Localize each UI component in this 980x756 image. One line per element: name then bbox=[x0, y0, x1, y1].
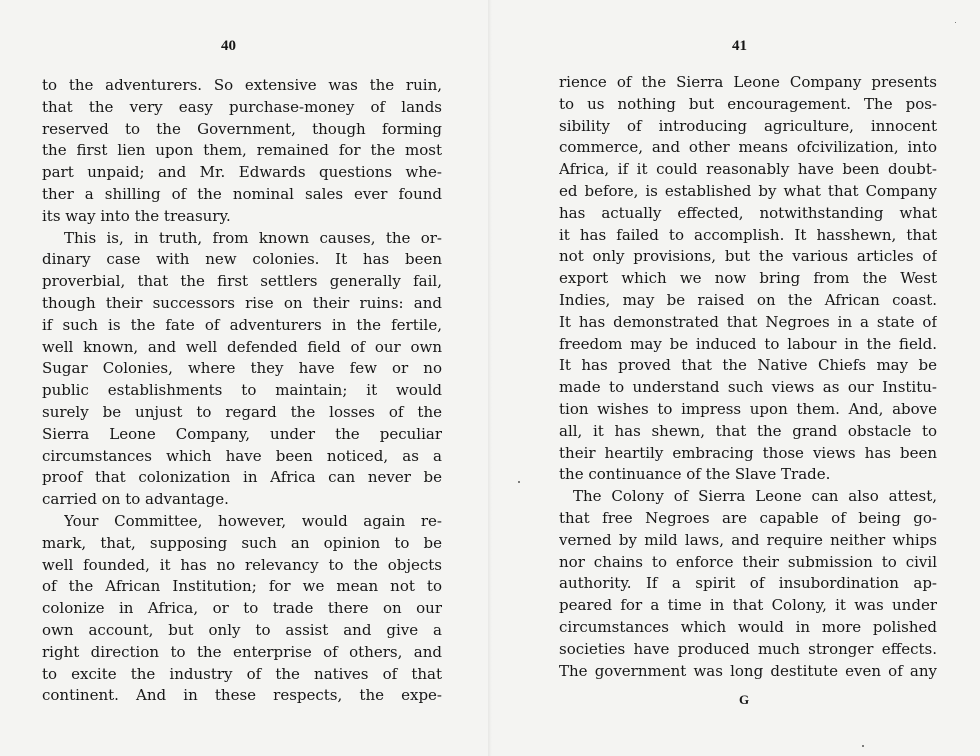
text-line: proverbial, that the first settlers generally fail, bbox=[42, 272, 442, 291]
text-line: all, it has shewn, that the grand obstacle to bbox=[559, 421, 937, 440]
text-line: public establishments to maintain; it would bbox=[42, 381, 442, 400]
page-number: 41 bbox=[732, 38, 747, 54]
text-line: has actually effected, notwithstanding what bbox=[559, 203, 937, 222]
text-line: sibility of introducing agriculture, innocent bbox=[559, 116, 937, 135]
text-line: not only provisions, but the various articles of bbox=[559, 247, 937, 266]
signature-mark: G bbox=[739, 692, 750, 707]
text-line: commerce, and other means ofcivilization, into bbox=[559, 138, 937, 157]
text-line: well founded, it has no relevancy to the objects bbox=[42, 555, 442, 574]
text-line: ther a shilling of the nominal sales ever found bbox=[42, 185, 442, 203]
text-line: it has failed to accomplish. It hasshewn, that bbox=[559, 225, 937, 244]
text-line: Sierra Leone Company, under the peculiar bbox=[42, 424, 442, 443]
text-line: own account, but only to assist and give a bbox=[42, 621, 442, 639]
text-line: The Colony of Sierra Leone can also attest, bbox=[573, 487, 937, 506]
right-page bbox=[492, 0, 980, 756]
text-line: if such is the fate of adventurers in the fertile, bbox=[42, 315, 442, 334]
text-line: its way into the treasury. bbox=[42, 206, 231, 225]
text-line: circumstances which would in more polished bbox=[559, 618, 937, 636]
text-line: rience of the Sierra Leone Company presents bbox=[559, 73, 937, 91]
left-page bbox=[0, 0, 488, 756]
text-line: tion wishes to impress upon them. And, above bbox=[559, 400, 937, 418]
text-line: proof that colonization in Africa can never be bbox=[42, 468, 442, 487]
text-line: made to understand such views as our Institu- bbox=[559, 378, 937, 397]
text-line: It has proved that the Native Chiefs may be bbox=[559, 356, 937, 375]
text-line: surely be unjust to regard the losses of the bbox=[42, 403, 442, 421]
page-number: 40 bbox=[221, 38, 236, 54]
text-line: nor chains to enforce their submission to civil bbox=[559, 552, 937, 571]
text-line: to excite the industry of the natives of that bbox=[42, 664, 442, 683]
text-line: Your Committee, however, would again re- bbox=[64, 512, 442, 530]
text-line: reserved to the Government, though forming bbox=[42, 119, 442, 138]
text-line: Africa, if it could reasonably have been doubt- bbox=[559, 160, 937, 179]
text-line: dinary case with new colonies. It has been bbox=[42, 250, 442, 269]
text-line: though their successors rise on their ruins: and bbox=[42, 294, 442, 312]
text-line: colonize in Africa, or to trade there on our bbox=[42, 599, 442, 618]
text-line: mark, that, supposing such an opinion to be bbox=[42, 533, 442, 552]
text-line: their heartily embracing those views has been bbox=[559, 443, 937, 462]
text-line: It has demonstrated that Negroes in a state of bbox=[559, 312, 937, 331]
scan-speck bbox=[518, 481, 520, 483]
text-line: circumstances which have been noticed, as a bbox=[42, 446, 442, 465]
text-line: verned by mild laws, and require neither whips bbox=[559, 530, 937, 549]
text-line: right direction to the enterprise of others, and bbox=[42, 642, 442, 661]
text-line: ed before, is established by what that Company bbox=[559, 182, 937, 200]
text-line: that free Negroes are capable of being go- bbox=[559, 509, 937, 527]
text-line: freedom may be induced to labour in the field. bbox=[559, 334, 937, 353]
text-line: export which we now bring from the West bbox=[559, 269, 937, 288]
scan-speck bbox=[862, 745, 864, 747]
text-line: Sugar Colonies, where they have few or no bbox=[42, 359, 442, 378]
text-line: Indies, may be raised on the African coast. bbox=[559, 291, 937, 309]
text-line: to the adventurers. So extensive was the ruin, bbox=[42, 76, 442, 94]
scan-speck bbox=[955, 22, 956, 23]
text-line: to us nothing but encouragement. The pos- bbox=[559, 94, 937, 113]
text-line: authority. If a spirit of insubordination ap- bbox=[559, 574, 937, 593]
text-line: continent. And in these respects, the expe- bbox=[42, 686, 442, 705]
text-line: This is, in truth, from known causes, the or- bbox=[64, 228, 442, 247]
text-line: well known, and well defended field of our own bbox=[42, 337, 442, 356]
text-line: The government was long destitute even of any bbox=[559, 661, 937, 680]
text-line: societies have produced much stronger effects. bbox=[559, 639, 937, 658]
text-line: carried on to advantage. bbox=[42, 490, 229, 509]
text-line: the first lien upon them, remained for the most bbox=[42, 141, 442, 160]
text-line: that the very easy purchase-money of lands bbox=[42, 97, 442, 116]
text-line: of the African Institution; for we mean not to bbox=[42, 577, 442, 596]
text-line: part unpaid; and Mr. Edwards questions whe- bbox=[42, 163, 442, 182]
text-line: the continuance of the Slave Trade. bbox=[559, 465, 831, 484]
text-line: peared for a time in that Colony, it was under bbox=[559, 596, 937, 615]
